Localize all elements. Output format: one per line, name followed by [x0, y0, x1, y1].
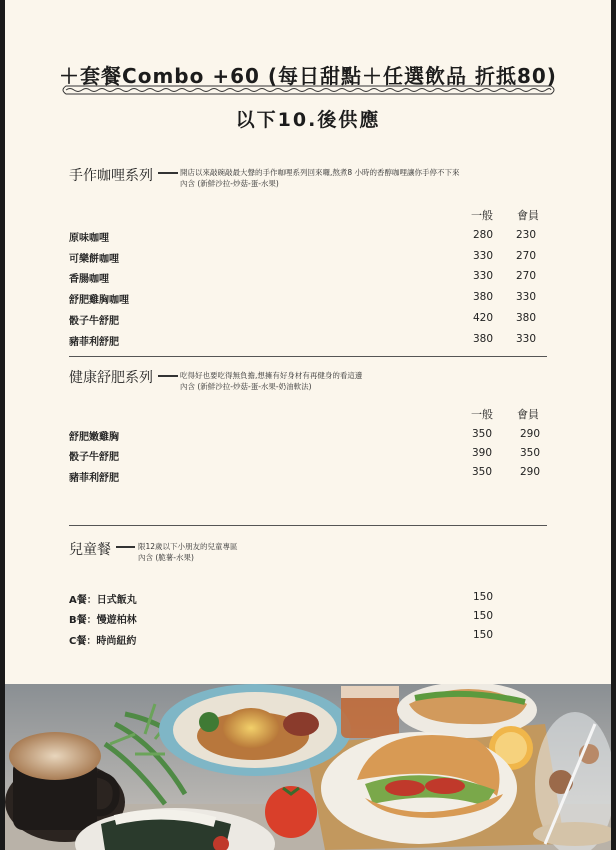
- member-price: 330: [516, 333, 537, 345]
- kids-desc-line2: 內含 (脆薯-水果): [138, 553, 194, 562]
- member-price: 270: [516, 270, 537, 282]
- menu-item-name: 原味咖哩: [69, 233, 109, 244]
- healthy-desc-line2: 內含 (新鮮沙拉-炒菇-蛋-水果-奶油軟法): [180, 382, 312, 391]
- item-price: 150: [473, 591, 494, 603]
- member-price: 230: [516, 229, 537, 241]
- section-divider: [69, 356, 547, 357]
- healthy-col-regular: 一般: [471, 408, 493, 421]
- menu-item-name: 骰子牛舒肥: [69, 316, 119, 327]
- menu-item-name: 舒肥雞胸咖哩: [69, 295, 129, 306]
- menu-item-name: 香腸咖哩: [69, 274, 109, 285]
- member-price: 290: [520, 428, 541, 440]
- menu-item-name: 豬菲利舒肥: [69, 473, 119, 484]
- regular-price: 350: [472, 428, 493, 440]
- member-price: 270: [516, 250, 537, 262]
- curry-title-dash: [158, 172, 178, 174]
- regular-price: 380: [473, 333, 494, 345]
- item-price: 150: [473, 610, 494, 622]
- curry-desc-line2: 內含 (新鮮沙拉-炒菇-蛋-水果): [180, 179, 279, 188]
- member-price: 330: [516, 291, 537, 303]
- regular-price: 330: [473, 270, 494, 282]
- regular-price: 350: [472, 466, 493, 478]
- menu-item-name: C餐：時尚紐約: [69, 636, 137, 647]
- curry-desc-line1: 開店以來敲碗敲最大聲的手作咖哩系列回來囉,熬煮8 小時的香醇咖哩讓你手停不下來: [180, 168, 460, 177]
- serving-time-note: 以下10.後供應: [235, 109, 381, 131]
- menu-page: [5, 0, 611, 850]
- member-price: 290: [520, 466, 541, 478]
- healthy-title-dash: [158, 375, 178, 377]
- regular-price: 380: [473, 291, 494, 303]
- regular-price: 330: [473, 250, 494, 262]
- menu-item-name: 豬菲利舒肥: [69, 337, 119, 348]
- healthy-col-member: 會員: [517, 408, 539, 421]
- food-photo: [5, 684, 611, 850]
- kids-section-title: 兒童餐: [69, 542, 111, 558]
- item-price: 150: [473, 629, 494, 641]
- kids-desc-line1: 限12歲以下小朋友的兒童專區: [138, 542, 238, 551]
- curry-section-title: 手作咖哩系列: [69, 168, 153, 184]
- menu-item-name: 舒肥嫩雞胸: [69, 432, 119, 443]
- menu-item-name: B餐：慢遊柏林: [69, 615, 137, 626]
- wavy-underline: [60, 84, 557, 96]
- healthy-section-title: 健康舒肥系列: [69, 370, 153, 386]
- menu-item-name: 可樂餅咖哩: [69, 254, 119, 265]
- menu-item-name: 骰子牛舒肥: [69, 452, 119, 463]
- combo-headline: ＋套餐Combo +60 (每日甜點＋任選飲品 折抵80): [59, 64, 557, 88]
- member-price: 350: [520, 447, 541, 459]
- menu-item-name: A餐：日式飯丸: [69, 595, 137, 606]
- section-divider: [69, 525, 547, 526]
- healthy-desc-line1: 吃得好也要吃得無負擔,想擁有好身材有再健身的看這邊: [180, 371, 363, 380]
- regular-price: 390: [472, 447, 493, 459]
- curry-col-member: 會員: [517, 209, 539, 222]
- food-photo-illustration: [5, 684, 611, 850]
- member-price: 380: [516, 312, 537, 324]
- kids-title-dash: [116, 546, 135, 548]
- curry-col-regular: 一般: [471, 209, 493, 222]
- regular-price: 420: [473, 312, 494, 324]
- regular-price: 280: [473, 229, 494, 241]
